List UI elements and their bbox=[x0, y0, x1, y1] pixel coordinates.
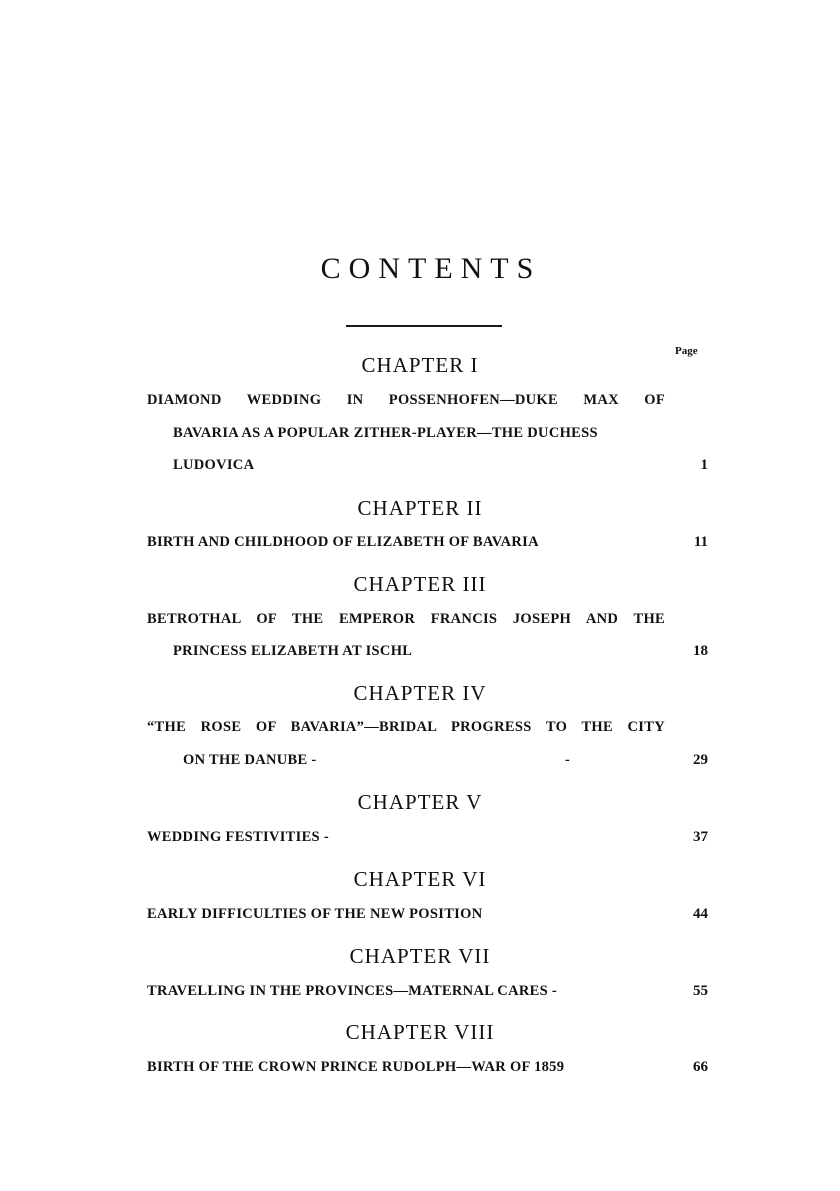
chapter-8-page: 66 bbox=[693, 1059, 708, 1075]
chapter-2-page: 11 bbox=[693, 534, 708, 550]
chapter-1-line-3: LUDOVICA bbox=[173, 457, 255, 473]
chapter-3-line-2: PRINCESS ELIZABETH AT ISCHL bbox=[173, 643, 413, 659]
chapter-7-line-1: TRAVELLING IN THE PROVINCES—MATERNAL CARES - bbox=[147, 983, 558, 999]
chapter-6-title: CHAPTER VI bbox=[353, 867, 487, 891]
chapter-1-page: 1 bbox=[700, 457, 708, 473]
chapter-5-line-1: WEDDING FESTIVITIES - bbox=[147, 829, 329, 845]
chapter-8-title: CHAPTER VIII bbox=[345, 1020, 495, 1044]
chapter-3-line-1: BETROTHAL OF THE EMPEROR FRANCIS JOSEPH AND THE bbox=[147, 611, 665, 627]
chapter-7-title: CHAPTER VII bbox=[349, 944, 491, 968]
chapter-3-page: 18 bbox=[693, 643, 708, 659]
chapter-8-line-1: BIRTH OF THE CROWN PRINCE RUDOLPH—WAR OF 1859 bbox=[147, 1059, 565, 1075]
chapter-4-line-1: “THE ROSE OF BAVARIA”—BRIDAL PROGRESS TO THE CITY bbox=[147, 719, 665, 735]
chapter-1-title: CHAPTER I bbox=[361, 353, 479, 377]
chapter-4-line-2: ON THE DANUBE - bbox=[183, 752, 317, 768]
chapter-7-page: 55 bbox=[693, 983, 708, 999]
chapter-2-title: CHAPTER II bbox=[357, 496, 483, 520]
chapter-2-line-1: BIRTH AND CHILDHOOD OF ELIZABETH OF BAVARIA bbox=[147, 534, 539, 550]
chapter-6-page: 44 bbox=[693, 906, 708, 922]
page-column-label: Page bbox=[675, 345, 698, 357]
chapter-6-line-1: EARLY DIFFICULTIES OF THE NEW POSITION bbox=[147, 906, 483, 922]
page-title: CONTENTS bbox=[320, 252, 542, 285]
chapter-1-line-1: DIAMOND WEDDING IN POSSENHOFEN—DUKE MAX OF bbox=[147, 392, 665, 408]
chapter-4-leader: - bbox=[565, 752, 571, 768]
chapter-4-page: 29 bbox=[693, 752, 708, 768]
chapter-5-title: CHAPTER V bbox=[357, 790, 483, 814]
chapter-5-page: 37 bbox=[693, 829, 708, 845]
chapter-3-title: CHAPTER III bbox=[353, 572, 487, 596]
chapter-4-title: CHAPTER IV bbox=[353, 681, 487, 705]
title-divider bbox=[346, 325, 502, 327]
chapter-1-line-2: BAVARIA AS A POPULAR ZITHER-PLAYER—THE DUCHESS bbox=[173, 425, 598, 441]
